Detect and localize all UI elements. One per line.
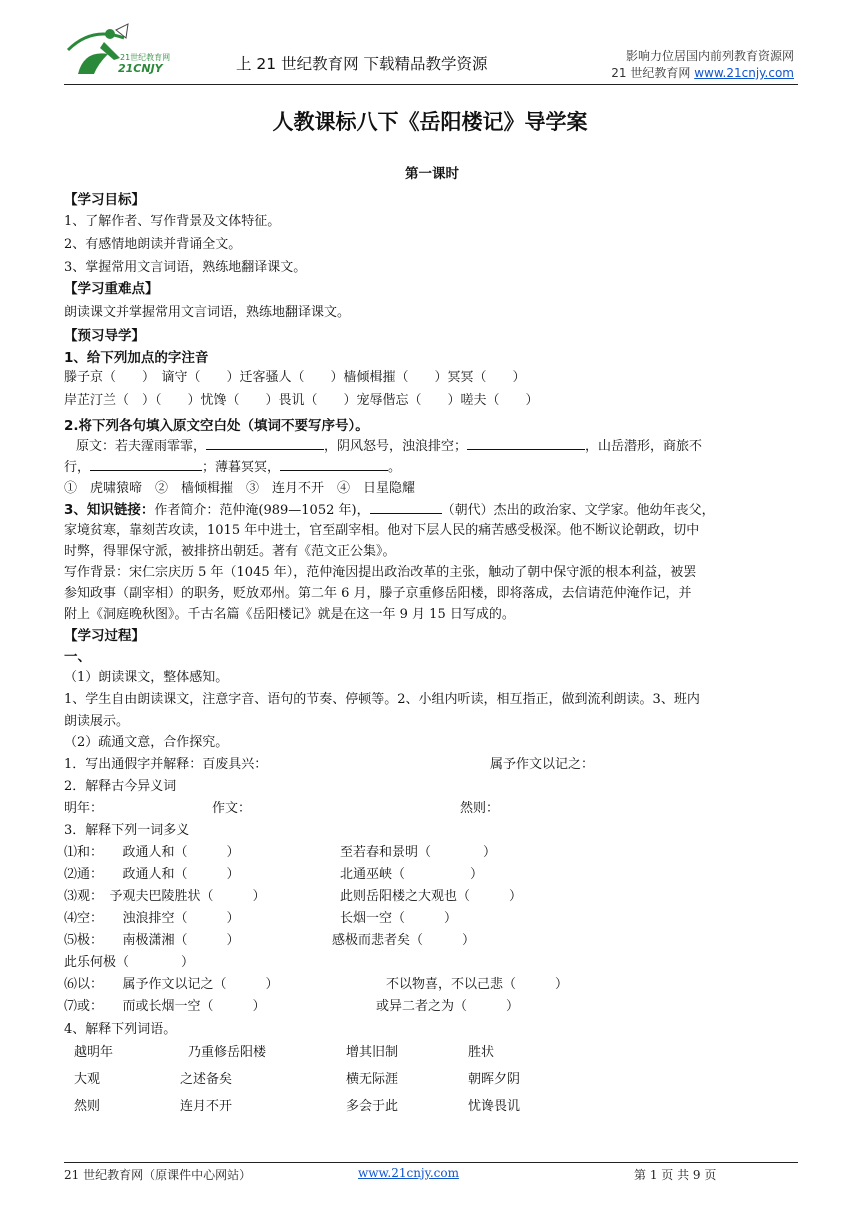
- poly-5-a: ⑸极： 南极潇湘（ ）: [64, 933, 240, 948]
- header-right: [611, 48, 794, 82]
- poly-5-b: 感极而悲者矣（ ）: [332, 933, 476, 948]
- word-item: 多会于此: [346, 1099, 399, 1114]
- q3-line1: [64, 498, 715, 518]
- background-line1: 写作背景：宋仁宗庆历 5 年（1045 年），范仲淹因提出政治改革的主张，触动了朝中保守派的根本利益，被罢: [64, 565, 697, 580]
- task-2-c: 然则：: [460, 801, 500, 816]
- task-2-a: 明年：: [64, 801, 104, 816]
- lesson-heading: 第一课时: [405, 166, 459, 182]
- poly-3-b: 此则岳阳楼之大观也（ ）: [340, 889, 523, 904]
- poly-1-b: 至若春和景明（ ）: [340, 845, 497, 860]
- poly-6-a: ⑹以： 属予作文以记之（ ）: [64, 977, 279, 992]
- step-2: （2）疏通文意，合作探究。: [64, 735, 229, 750]
- goal-3: 3、掌握常用文言词语，熟练地翻译课文。: [64, 260, 307, 275]
- header-right-line2: [611, 65, 794, 82]
- task-2: 2．解释古今异义词: [64, 779, 177, 794]
- fill-blank[interactable]: [370, 501, 442, 514]
- poly-2-b: 北通巫峡（ ）: [340, 867, 484, 882]
- key-heading: 【学习重难点】: [64, 281, 159, 297]
- word-item: 横无际涯: [346, 1072, 399, 1087]
- site-logo: [64, 20, 184, 80]
- q1-row-2: 岸芷汀兰（ ）（ ）忧馋（ ）畏讥（ ）宠辱偕忘（ ）嗟夫（ ）: [64, 393, 539, 408]
- poly-2-a: ⑵通： 政通人和（ ）: [64, 867, 240, 882]
- doc-title: 人教课标八下《岳阳楼记》导学案: [272, 110, 588, 134]
- q2-text-e: ；薄暮冥冥，: [202, 460, 281, 475]
- logo-text-bottom: 21CNJY: [118, 62, 163, 75]
- poly-4-b: 长烟一空（ ）: [340, 911, 458, 926]
- q2-text-b: ，阴风怒号，浊浪排空；: [324, 439, 468, 454]
- logo-text-top: 21世纪教育网: [120, 53, 171, 62]
- header-right-prefix: 21 世纪教育网: [611, 66, 695, 80]
- q3-text-b: （朝代）杰出的政治家、文学家。他幼年丧父，: [441, 503, 715, 518]
- goal-2: 2、有感情地朗读并背诵全文。: [64, 237, 242, 252]
- header-site-link[interactable]: www.21cnjy.com: [694, 66, 794, 80]
- step-1-line1: 1、学生自由朗读课文，注意字音、语句的节奏、停顿等。2、小组内听读，相互指正，做到流利朗读。3、班内: [64, 692, 700, 707]
- q1-heading: 1、给下列加点的字注音: [64, 350, 209, 366]
- section-one: 一、: [64, 649, 91, 665]
- q3-label: 3、知识链接：: [64, 502, 155, 518]
- q1-row-1: 滕子京（ ） 谪守（ ）迁客骚人（ ）樯倾楫摧（ ）冥冥（ ）: [64, 370, 526, 385]
- task-1-b: 属予作文以记之：: [490, 757, 595, 772]
- fill-blank[interactable]: [280, 458, 388, 471]
- q3-line3: 时弊，得罪保守派，被排挤出朝廷。著有《范文正公集》。: [64, 544, 396, 559]
- word-item: 乃重修岳阳楼: [188, 1045, 267, 1060]
- step-1-line2: 朗读展示。: [64, 714, 130, 729]
- poly-3-a: ⑶观： 予观夫巴陵胜状（ ）: [64, 889, 266, 904]
- goal-1: 1、了解作者、写作背景及文体特征。: [64, 214, 281, 229]
- word-item: 之述备矣: [180, 1072, 233, 1087]
- poly-6-b: 不以物喜，不以己悲（ ）: [386, 977, 569, 992]
- q2-text-d: 行，: [64, 460, 91, 475]
- q2-text-line2: [64, 456, 401, 475]
- background-line2: 参知政事（副宰相）的职务，贬放邓州。第二年 6 月，滕子京重修岳阳楼，即将落成，去信请范仲淹作记，并: [64, 586, 692, 601]
- process-heading: 【学习过程】: [64, 628, 145, 644]
- word-item: 忧谗畏讥: [468, 1099, 521, 1114]
- task-3: 3．解释下列一词多义: [64, 823, 190, 838]
- word-item: 增其旧制: [346, 1045, 399, 1060]
- word-item: 大观: [74, 1072, 101, 1087]
- footer-left: 21 世纪教育网（原课件中心网站）: [64, 1168, 252, 1182]
- fill-blank[interactable]: [90, 458, 202, 471]
- word-item: 然则: [74, 1099, 101, 1114]
- q2-text-c: ，山岳潜形，商旅不: [585, 439, 703, 454]
- fill-blank[interactable]: [206, 437, 324, 450]
- background-line3: 附上《洞庭晚秋图》。千古名篇《岳阳楼记》就是在这一年 9 月 15 日写成的。: [64, 607, 515, 622]
- word-item: 朝晖夕阴: [468, 1072, 521, 1087]
- q3-line2: 家境贫寒，靠刻苦攻读，1015 年中进士，官至副宰相。他对下层人民的痛苦感受极深。他不断议论朝政，切中: [64, 523, 700, 538]
- poly-7-a: ⑺或： 而或长烟一空（ ）: [64, 999, 266, 1014]
- key-text: 朗读课文并掌握常用文言词语，熟练地翻译课文。: [64, 305, 351, 320]
- poly-7-b: 或异二者之为（ ）: [376, 999, 520, 1014]
- word-item: 越明年: [74, 1045, 114, 1060]
- q2-text-a: 原文：若夫霪雨霏霏，: [76, 439, 207, 454]
- word-item: 连月不开: [180, 1099, 233, 1114]
- footer-divider: [64, 1162, 798, 1163]
- footer-site-link[interactable]: www.21cnjy.com: [358, 1166, 459, 1180]
- footer-page-number: 第 1 页 共 9 页: [634, 1168, 717, 1182]
- page-header: [0, 0, 860, 90]
- task-2-b: 作文：: [212, 801, 252, 816]
- step-1: （1）朗读课文，整体感知。: [64, 670, 229, 685]
- task-4: 4、解释下列词语。: [64, 1022, 177, 1037]
- q2-text-f: 。: [388, 460, 402, 475]
- poly-4-a: ⑷空： 浊浪排空（ ）: [64, 911, 240, 926]
- footer-center: [358, 1166, 459, 1180]
- q2-heading: 2.将下列各句填入原文空白处（填词不要写序号）。: [64, 418, 369, 434]
- header-divider: [64, 84, 798, 85]
- q2-text-line1: [76, 435, 702, 454]
- word-item: 胜状: [468, 1045, 495, 1060]
- poly-5-extra: 此乐何极（ ）: [64, 955, 195, 970]
- poly-1-a: ⑴和： 政通人和（ ）: [64, 845, 240, 860]
- preview-heading: 【预习导学】: [64, 328, 145, 344]
- task-1-a: 1．写出通假字并解释：百废具兴：: [64, 757, 268, 772]
- header-right-line1: 影响力位居国内前列教育资源网: [625, 49, 794, 63]
- q2-options: ① 虎啸猿啼 ② 樯倾楫摧 ③ 连月不开 ④ 日星隐耀: [64, 481, 416, 496]
- q3-text-a: 作者简介：范仲淹(989—1052 年)，: [154, 503, 370, 518]
- goals-heading: 【学习目标】: [64, 192, 145, 208]
- fill-blank[interactable]: [467, 437, 585, 450]
- header-slogan: 上 21 世纪教育网 下载精品教学资源: [236, 55, 488, 73]
